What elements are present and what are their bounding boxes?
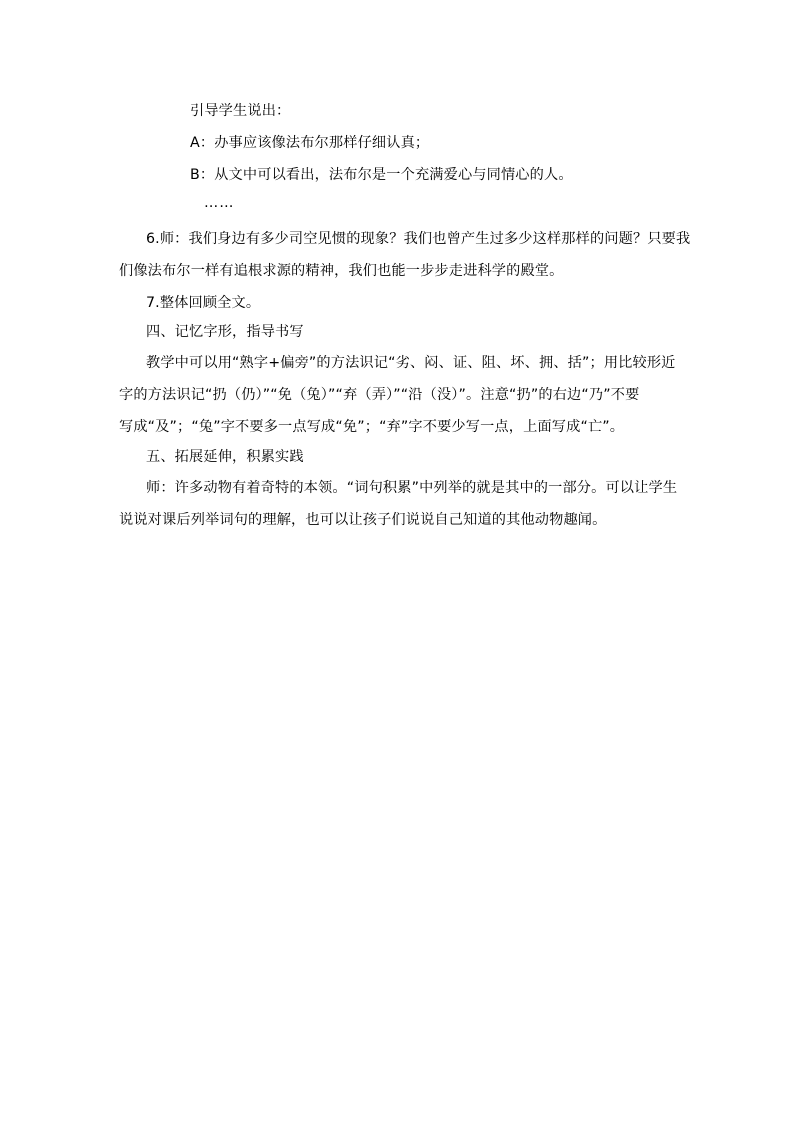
- text-line-ellipsis: ……: [204, 195, 235, 211]
- text-line-item-6-cont: 们像法布尔一样有追根求源的精神，我们也能一步步走进科学的殿堂。: [119, 263, 564, 279]
- text-line-section5-p2: 说说对课后列举词句的理解，也可以让孩子们说说自己知道的其他动物趣闻。: [119, 512, 607, 528]
- text-line-answer-a: A：办事应该像法布尔那样仔细认真；: [190, 135, 430, 151]
- text-line-answer-b: B：从文中可以看出，法布尔是一个充满爱心与同情心的人。: [190, 167, 573, 183]
- text-line-item-6: 6.师：我们身边有多少司空见惯的现象？我们也曾产生过多少这样那样的问题？只要我: [146, 231, 691, 247]
- text-line-section5-p1: 师：许多动物有着奇特的本领。“词句积累”中列举的就是其中的一部分。可以让学生: [146, 480, 678, 496]
- text-line-section4-p2: 字的方法识记“扔（仍）”“免（兔）”“弃（弄）”“沿（没）”。注意“扔”的右边“乃”不要: [119, 387, 640, 403]
- text-line-guide-students: 引导学生说出：: [190, 103, 291, 119]
- text-line-section4-p1: 教学中可以用“熟字+偏旁”的方法识记“劣、闷、证、阻、坏、拥、括”；用比较形近: [146, 355, 676, 371]
- section-heading-4: 四、记忆字形，指导书写: [146, 324, 304, 340]
- text-line-item-7: 7.整体回顾全文。: [146, 295, 261, 311]
- section-heading-5: 五、拓展延伸，积累实践: [146, 449, 304, 465]
- text-line-section4-p3: 写成“及”；“兔”字不要多一点写成“免”；“弃”字不要少写一点，上面写成“亡”。: [119, 419, 625, 435]
